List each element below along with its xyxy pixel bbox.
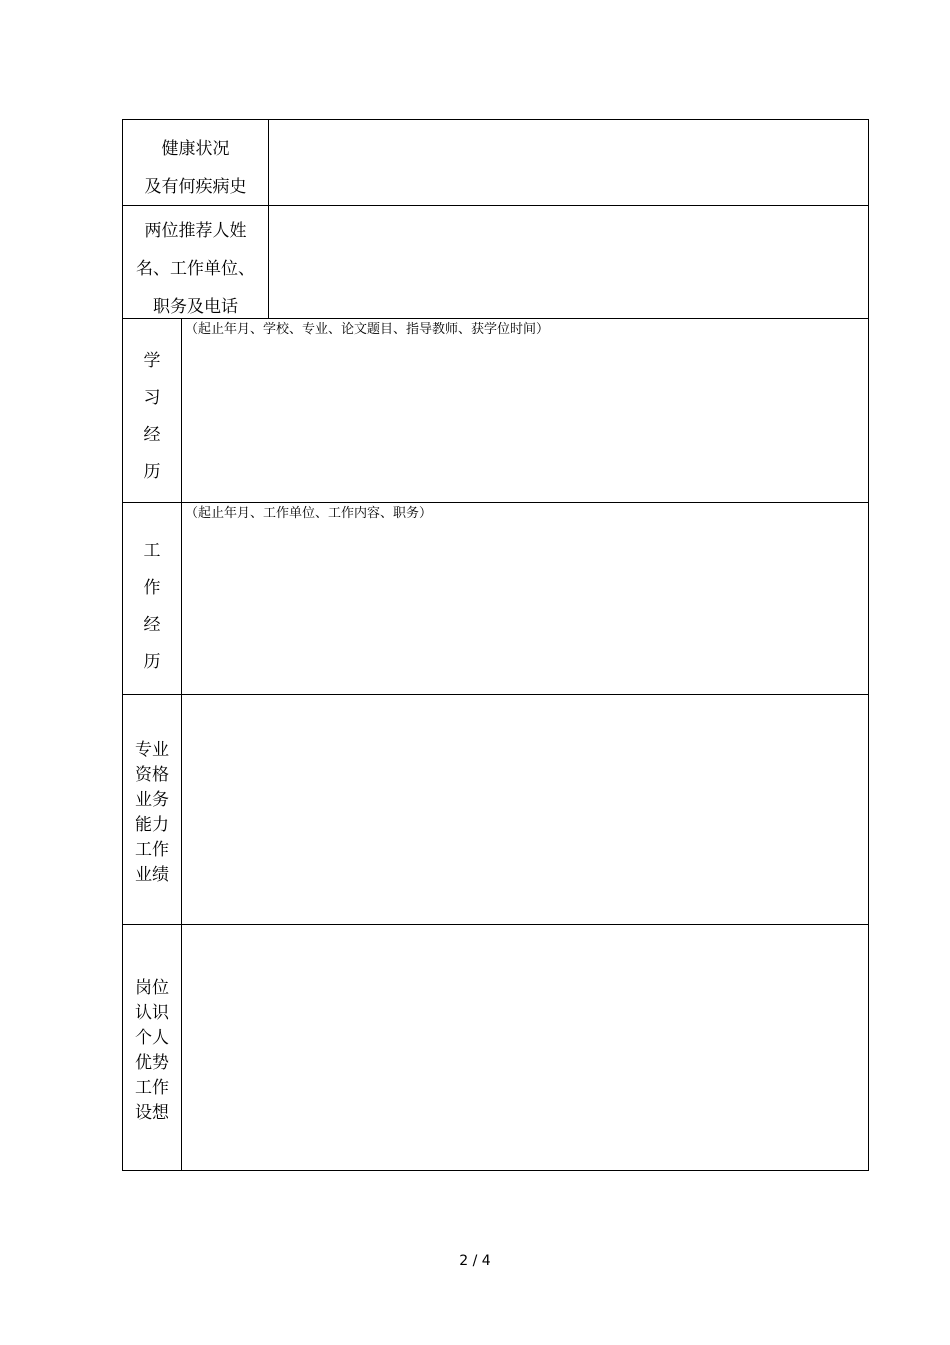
position-label bbox=[123, 976, 181, 1126]
position-label-line: 岗位 bbox=[135, 978, 169, 998]
work-label-char: 作 bbox=[143, 578, 161, 598]
work-label-char: 历 bbox=[143, 652, 161, 672]
qualification-label-line: 能力 bbox=[135, 815, 169, 835]
referees-label-line: 职务及电话 bbox=[153, 297, 238, 317]
referees-field[interactable] bbox=[269, 206, 868, 318]
qualification-label-line: 业务 bbox=[135, 790, 169, 810]
referees-label-line: 两位推荐人姓 bbox=[144, 221, 247, 241]
position-label-line: 个人 bbox=[135, 1028, 169, 1048]
study-history-label bbox=[123, 343, 181, 491]
row-divider bbox=[122, 502, 869, 503]
work-history-hint: （起止年月、工作单位、工作内容、职务） bbox=[185, 506, 433, 521]
study-label-char: 经 bbox=[143, 425, 161, 445]
study-history-field[interactable] bbox=[182, 340, 868, 502]
qualification-label-line: 工作 bbox=[135, 840, 169, 860]
position-label-line: 优势 bbox=[135, 1053, 169, 1073]
work-label-char: 工 bbox=[143, 541, 161, 561]
position-field[interactable] bbox=[182, 925, 868, 1170]
qualification-label-line: 专业 bbox=[135, 740, 169, 760]
qualification-label-line: 资格 bbox=[135, 765, 169, 785]
health-label-line: 健康状况 bbox=[161, 139, 230, 159]
health-label-line: 及有何疾病史 bbox=[144, 177, 247, 197]
study-label-char: 历 bbox=[143, 462, 161, 482]
qualification-field[interactable] bbox=[182, 695, 868, 924]
position-label-line: 认识 bbox=[135, 1003, 169, 1023]
study-label-char: 习 bbox=[143, 388, 161, 408]
position-label-line: 工作 bbox=[135, 1078, 169, 1098]
work-label-char: 经 bbox=[143, 615, 161, 635]
study-label-char: 学 bbox=[143, 351, 161, 371]
study-history-hint: （起止年月、学校、专业、论文题目、指导教师、获学位时间） bbox=[185, 322, 550, 337]
qualification-label bbox=[123, 738, 181, 888]
referees-label-line: 名、工作单位、 bbox=[136, 259, 255, 279]
page-number: 2 / 4 bbox=[459, 1253, 491, 1269]
referees-label bbox=[123, 212, 268, 326]
health-label bbox=[123, 130, 268, 206]
health-field[interactable] bbox=[269, 120, 868, 205]
work-history-label bbox=[123, 533, 181, 681]
qualification-label-line: 业绩 bbox=[135, 865, 169, 885]
work-history-field[interactable] bbox=[182, 525, 868, 694]
position-label-line: 设想 bbox=[135, 1103, 169, 1123]
